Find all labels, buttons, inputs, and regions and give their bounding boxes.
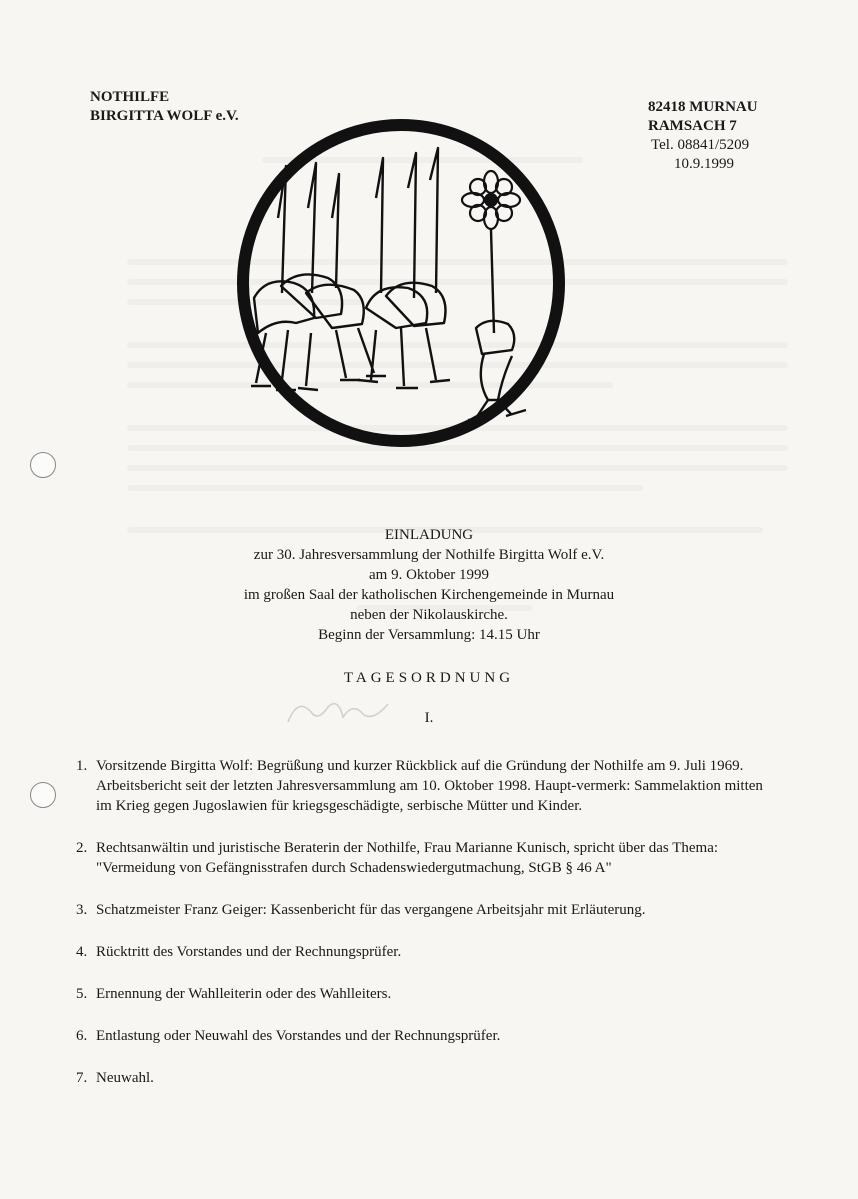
org-line-2: BIRGITTA WOLF e.V. xyxy=(90,108,239,124)
nothilfe-logo xyxy=(236,118,566,448)
punch-hole-top xyxy=(30,452,56,478)
postal-code-city: 82418 MURNAU xyxy=(648,99,758,115)
agenda-item-number: 7. xyxy=(76,1070,88,1086)
agenda-item-number: 3. xyxy=(76,902,88,918)
organization-name xyxy=(90,88,239,126)
agenda-item xyxy=(76,756,766,816)
agenda-list xyxy=(76,756,766,1110)
agenda-item-number: 5. xyxy=(76,986,88,1002)
agenda-item-text: Entlastung oder Neuwahl des Vorstandes und der Rechnungsprüfer. xyxy=(96,1028,501,1044)
agenda-item xyxy=(76,838,766,878)
telephone-number: Tel. 08841/5209 xyxy=(651,137,750,153)
invitation-line-3: im großen Saal der katholischen Kirchengemeinde in Murnau xyxy=(243,587,615,603)
invitation-line-2: am 9. Oktober 1999 xyxy=(369,567,489,583)
punch-hole-bottom xyxy=(30,782,56,808)
agenda-item xyxy=(76,1068,766,1088)
agenda-item-text: Rücktritt des Vorstandes und der Rechnungsprüfer. xyxy=(96,944,402,960)
agenda-item xyxy=(76,1026,766,1046)
invitation-line-1: zur 30. Jahresversammlung der Nothilfe Birgitta Wolf e.V. xyxy=(253,547,605,563)
invitation-block xyxy=(0,525,858,645)
agenda-section-number: I. xyxy=(424,710,434,726)
agenda-item-text: Ernennung der Wahlleiterin oder des Wahlleiters. xyxy=(96,986,392,1002)
invitation-line-5: Beginn der Versammlung: 14.15 Uhr xyxy=(318,627,540,643)
agenda-item-text: Rechtsanwältin und juristische Beraterin der Nothilfe, Frau Marianne Kunisch, spricht über das Thema: "Vermeidung von Gefängnisstrafen durch Schadenswiedergutmachung, StGB § 46 A" xyxy=(96,840,719,876)
agenda-item xyxy=(76,942,766,962)
agenda-item-number: 6. xyxy=(76,1028,88,1044)
sender-address xyxy=(648,98,758,174)
agenda-item-text: Schatzmeister Franz Geiger: Kassenbericht für das vergangene Arbeitsjahr mit Erläuterung. xyxy=(96,902,646,918)
agenda-item xyxy=(76,984,766,1004)
agenda-title: TAGESORDNUNG xyxy=(343,670,515,686)
invitation-title: EINLADUNG xyxy=(384,527,474,543)
agenda-item-text: Neuwahl. xyxy=(96,1070,154,1086)
agenda-item-number: 2. xyxy=(76,840,88,856)
agenda-item-number: 1. xyxy=(76,758,88,774)
agenda-item-text: Vorsitzende Birgitta Wolf: Begrüßung und kurzer Rückblick auf die Gründung der Nothilfe am 9. Juli 1969. Arbeitsbericht seit der letzten Jahresversammlung am 10. Oktober 1998. Haupt-vermerk: Sammelaktion mitten im Krieg gegen Jugoslawien für kriegsgeschädigte, serbische Mütter und Kinder. xyxy=(96,758,763,814)
letter-date: 10.9.1999 xyxy=(674,156,734,172)
street-address: RAMSACH 7 xyxy=(648,118,737,134)
org-line-1: NOTHILFE xyxy=(90,89,170,105)
agenda-item xyxy=(76,900,766,920)
invitation-line-4: neben der Nikolauskirche. xyxy=(350,607,508,623)
agenda-item-number: 4. xyxy=(76,944,88,960)
